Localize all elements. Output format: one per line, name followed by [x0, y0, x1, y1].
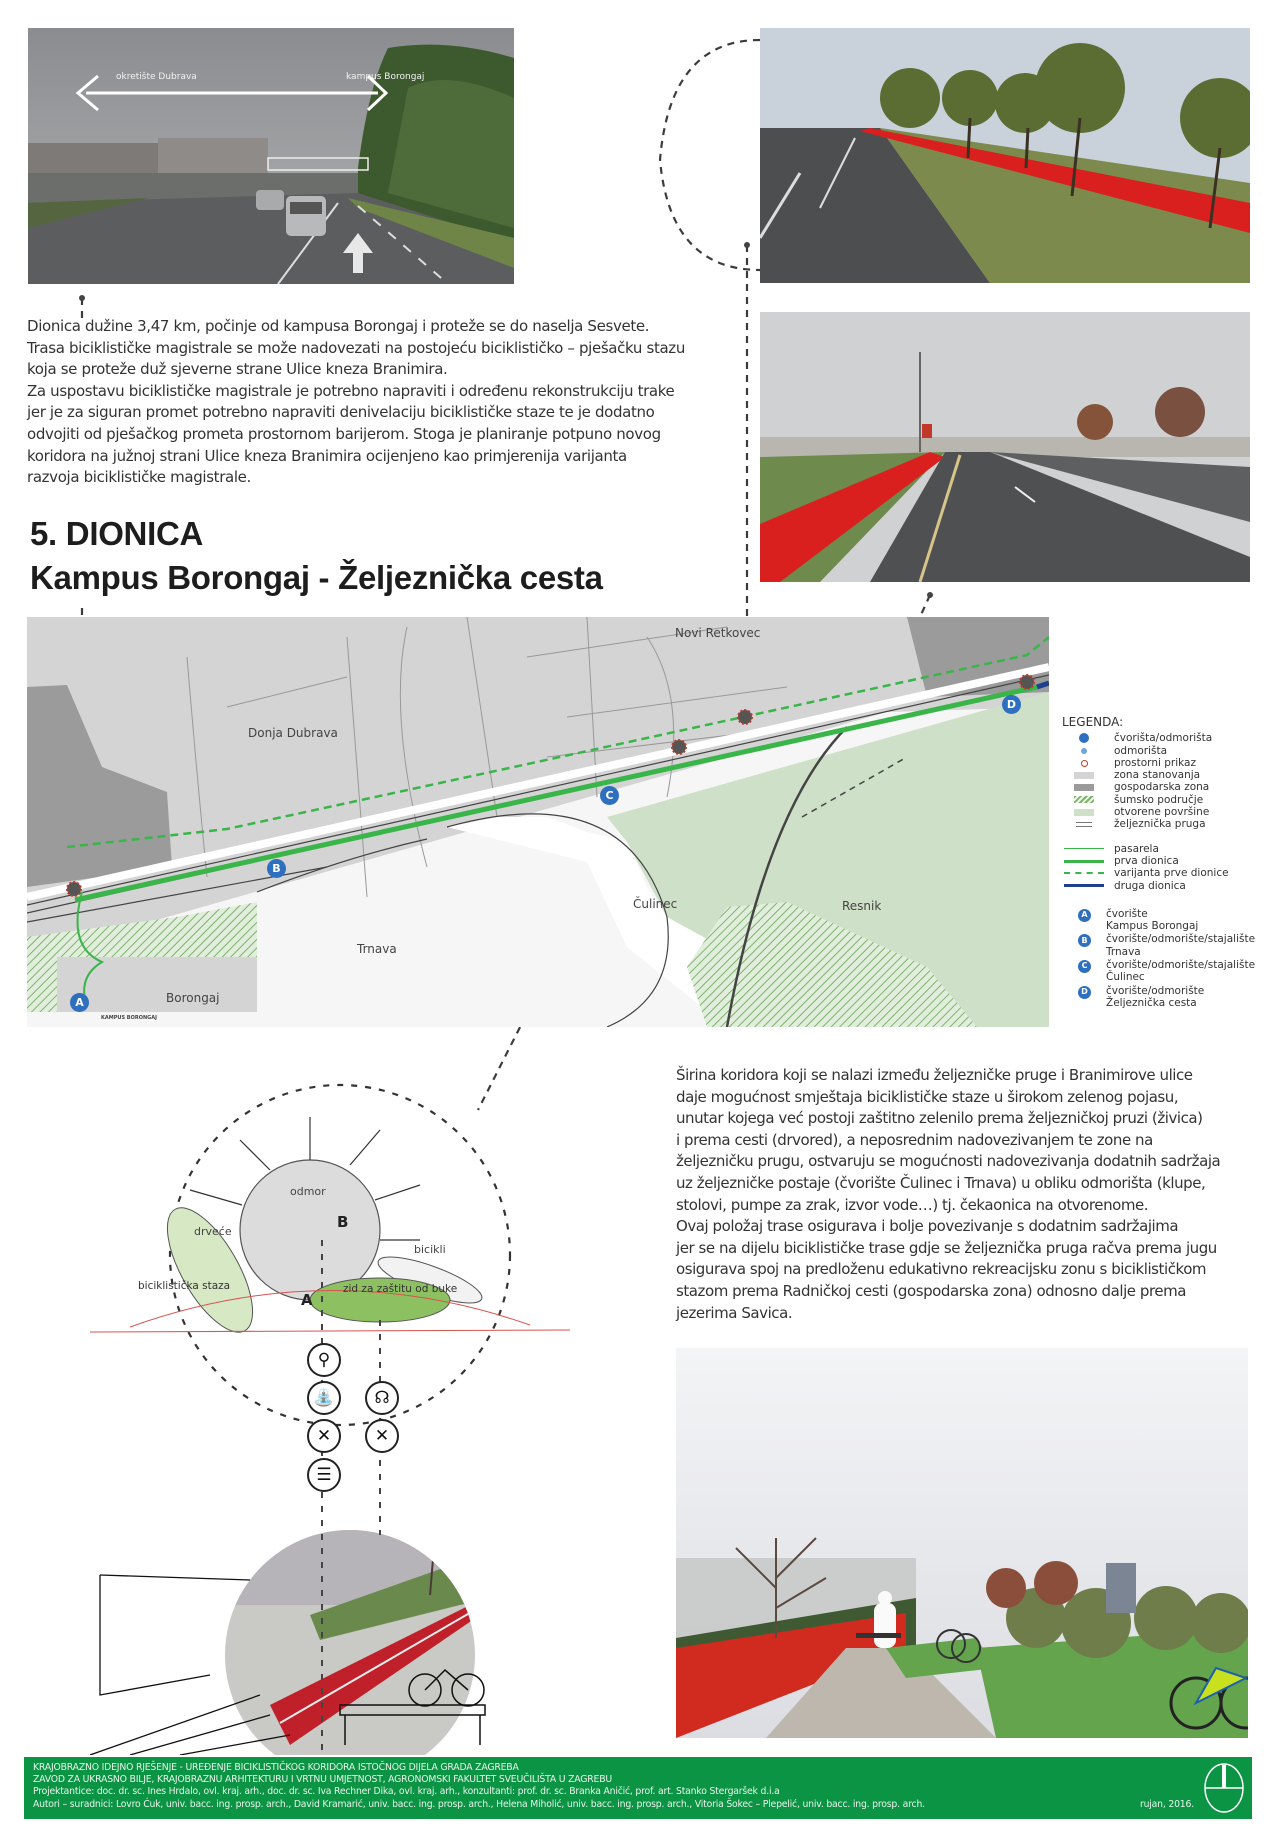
place-trnava: Trnava — [357, 942, 397, 956]
label-bicikli: bicikli — [414, 1243, 446, 1256]
intro-line: Dionica dužine 3,47 km, počinje od kampusa Borongaj i proteže se do naselja Sesvete. — [27, 317, 650, 335]
node-a-icon: A — [1078, 909, 1091, 922]
label-point-b: B — [337, 1213, 349, 1231]
node-small-circle-icon — [1062, 748, 1106, 754]
double-line-icon — [1062, 822, 1106, 827]
concept-diagram — [90, 1055, 570, 1755]
node-a[interactable] — [70, 993, 89, 1012]
audio-info-icon: ☊ — [365, 1381, 399, 1415]
light-green-swatch-icon — [1062, 809, 1106, 816]
legend-item: prostorni prikaz — [1062, 757, 1272, 769]
description-line: i prema cesti (drvored), a neposrednim nadovezivanjem te zone na — [676, 1130, 1153, 1149]
water-tap-icon: ⛲ — [307, 1381, 341, 1415]
node-large-circle-icon — [1062, 733, 1106, 743]
legend-item: zona stanovanja — [1062, 769, 1272, 781]
label-drvece: drveće — [194, 1225, 232, 1238]
footer-project-title: KRAJOBRAZNO IDEJNO RJEŠENJE - UREĐENJE BICIKLISTIČKOG KORIDORA ISTOČNOG DIJELA GRADA ZAGREBA — [33, 1762, 519, 1773]
description-line: željezničku prugu, ostvaruju se mogućnosti nadovezivanja dodatnih sadržaja — [676, 1152, 1221, 1171]
label-biciklisticka-staza: biciklistička staza — [138, 1280, 231, 1292]
rest-area-visualization — [676, 1348, 1248, 1738]
light-grey-swatch-icon — [1062, 772, 1106, 779]
legend-item: šumsko područje — [1062, 794, 1272, 806]
footer-designers: Projektantice: doc. dr. sc. Ines Hrdalo, ovl. kraj. arh., doc. dr. sc. Iva Rechner Dika, ovl. kraj. arh., konzultanti: prof. dr. sc. Branka Aničić, prof. art. Stanko Stergaršek d.i.a — [33, 1786, 780, 1798]
hatched-green-swatch-icon — [1062, 796, 1106, 803]
node-b-letter: B — [272, 862, 281, 875]
place-resnik: Resnik — [842, 899, 882, 913]
legend-item: željeznička pruga — [1062, 818, 1272, 830]
description-line: Širina koridora koji se nalazi između željezničke pruge i Branimirove ulice — [676, 1066, 1193, 1084]
description-line: osigurava spoj na predloženu edukativno rekreacijsku zonu s biciklističkom — [676, 1260, 1207, 1279]
map-legend — [1062, 716, 1272, 1010]
place-kampus-small: KAMPUS BORONGAJ — [101, 1015, 157, 1021]
node-c-letter: C — [605, 789, 614, 802]
footer-authors: Autori – suradnici: Lovro Ćuk, univ. bacc. ing. prosp. arch., David Kramarić, univ. bacc. ing. prosp. arch., Helena Miholić, univ. bacc. ing. prosp. arch., Vitoria Šokec – Plepelić, univ. bacc. ing. prosp. arch. — [33, 1798, 925, 1810]
legend-node-a: A čvorište Kampus Borongaj — [1062, 908, 1272, 933]
node-d-letter: D — [1006, 698, 1017, 711]
place-borongaj: Borongaj — [166, 991, 220, 1005]
description-line: Ovaj položaj trase osigurava i bolje povezivanje s dodatnim sadržajima — [676, 1217, 1179, 1236]
thick-green-line-icon — [1062, 860, 1106, 863]
connector-arc-photo — [660, 40, 760, 270]
intro-line: jer je za siguran promet potrebno napraviti denivelaciju biciklističke staze te je dodatno — [27, 403, 655, 422]
node-a-letter: A — [75, 996, 84, 1009]
faculty-logo-icon — [1203, 1762, 1245, 1814]
map-drawing — [27, 617, 1049, 1027]
intro-line: Trasa biciklističke magistrale se može nadovezati na postojeću biciklističko – pješačku stazu — [27, 338, 685, 357]
description-line: stolovi, pumpe za zrak, izvor vode…) tj. čekaonica na otvorenome. — [676, 1195, 1149, 1214]
description-line: unutar kojega već postoji zaštitno zelenilo prema željezničkoj pruzi (živica) — [676, 1109, 1203, 1128]
thin-green-line-icon — [1062, 848, 1106, 849]
legend-title: LEGENDA: — [1062, 715, 1124, 729]
node-b[interactable] — [267, 859, 286, 878]
node-d[interactable] — [1002, 695, 1021, 714]
bicycle-icon: ⚲ — [307, 1343, 341, 1377]
label-zid-za-zastitu: zid za zaštitu od buke — [343, 1283, 458, 1295]
description-line: jer se na dijelu biciklističke trase gdje se željeznička pruga račva prema jugu — [676, 1238, 1217, 1257]
legend-item: otvorene površine — [1062, 806, 1272, 818]
place-donja-dubrava: Donja Dubrava — [248, 726, 338, 740]
legend-item: odmorišta — [1062, 745, 1272, 757]
route-map — [27, 617, 1049, 1027]
label-odmor: odmor — [290, 1185, 326, 1198]
footer-institution: ZAVOD ZA UKRASNO BILJE, KRAJOBRAZNU ARHITEKTURU I VRTNU UMJETNOST, AGRONOMSKI FAKULTET SVEUČILIŠTA U ZAGREBU — [33, 1774, 613, 1786]
place-novi-retkovec: Novi Retkovec — [675, 626, 761, 640]
legend-item: varijanta prve dionice — [1062, 867, 1272, 879]
description-paragraph — [676, 1065, 1266, 1324]
intro-line: koja se proteže duž sjeverne strane Ulice kneza Branimira. — [27, 360, 448, 379]
node-b-icon: B — [1078, 934, 1091, 947]
description-line: jezerima Savica. — [676, 1303, 793, 1322]
intro-line: Za uspostavu biciklističke magistrale je potrebno napraviti i određenu rekonstrukciju trake — [27, 381, 675, 400]
legend-node-c: C čvorište/odmorište/stajalište Čulinec — [1062, 959, 1272, 984]
legend-item: čvorišta/odmorišta — [1062, 732, 1272, 744]
dark-grey-swatch-icon — [1062, 784, 1106, 791]
node-d-icon: D — [1078, 986, 1091, 999]
place-culinec: Čulinec — [633, 897, 678, 911]
intro-line: razvoja biciklističke magistrale. — [27, 468, 251, 487]
section-name: Kampus Borongaj - Željeznička cesta — [30, 559, 603, 596]
description-line: daje mogućnost smještaja biciklističke staze u širokom zelenog pojasu, — [676, 1087, 1179, 1106]
bench-icon: ☰ — [307, 1458, 341, 1492]
section-number: 5. DIONICA — [30, 515, 204, 552]
legend-item: gospodarska zona — [1062, 781, 1272, 793]
direction-label-right: kampus Borongaj — [346, 72, 425, 82]
intro-line: odvojiti od pješačkog prometa prostornom barijerom. Stoga je planiranje potpuno novog — [27, 424, 661, 443]
art-tools-icon: ✕ — [365, 1419, 399, 1453]
label-point-a: A — [301, 1291, 313, 1309]
legend-item: prva dionica — [1062, 855, 1272, 867]
dashed-green-line-icon — [1062, 872, 1106, 874]
rest-area-render — [676, 1348, 1248, 1738]
thick-blue-line-icon — [1062, 884, 1106, 887]
view-ring-icon — [1062, 760, 1106, 767]
description-line: stazom prema Radničkoj cesti (gospodarska zona) odnosno dalje prema — [676, 1281, 1187, 1300]
footer-bar — [24, 1757, 1252, 1819]
legend-item: pasarela — [1062, 843, 1272, 855]
direction-label-left: okretište Dubrava — [116, 72, 197, 82]
intro-paragraph — [27, 316, 727, 489]
repair-tools-icon: ✕ — [307, 1419, 341, 1453]
intro-line: koridora na južnoj strani Ulice kneza Branimira ocijenjeno kao primjerenija varijanta — [27, 446, 627, 465]
node-c-icon: C — [1078, 960, 1091, 973]
page-title — [30, 512, 603, 600]
footer-date: rujan, 2016. — [1139, 1799, 1194, 1810]
legend-node-d: D čvorište/odmorište Željeznička cesta — [1062, 985, 1272, 1010]
legend-item: druga dionica — [1062, 880, 1272, 892]
description-line: uz željezničke postaje (čvorište Čulinec i Trnava) u obliku odmorišta (klupe, — [676, 1173, 1206, 1192]
node-c[interactable] — [600, 786, 619, 805]
legend-node-b: B čvorište/odmorište/stajalište Trnava — [1062, 933, 1272, 958]
